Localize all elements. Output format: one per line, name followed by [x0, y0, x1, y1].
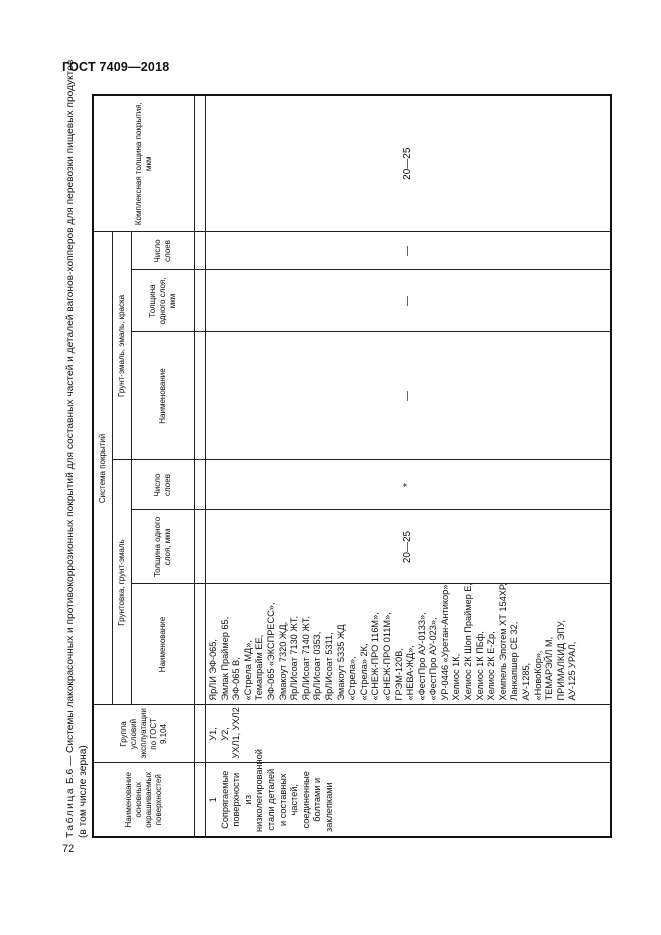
primer-item: ЯрЛИсоат 0353,: [312, 631, 323, 701]
group-cell: [206, 705, 612, 763]
primer-layers-cell: *: [206, 460, 612, 510]
table-caption: [64, 58, 90, 838]
primer-item: ЭФ-065 «ЭКСПРЕСС»,: [265, 602, 276, 701]
header-group: Группа условий эксплуатации по ГОСТ 9.104: [93, 705, 195, 763]
header-topcoat-thickness: Толщина одного слоя, мкм: [132, 270, 195, 332]
topcoat-thickness-cell: —: [206, 270, 612, 332]
spacer-cell: [195, 270, 206, 332]
primer-item: Темапрайм ЕЕ,: [254, 634, 265, 701]
spacer-cell: [195, 510, 206, 584]
primer-item: «Стрела» 2К,: [358, 643, 369, 701]
group-line: УХЛ1, УХЛ2: [231, 707, 242, 759]
primer-item: «СНЕЖ-ПРО 116М»,: [370, 612, 381, 701]
primer-item: «НЕВА-ЖД»,: [405, 645, 416, 701]
spacer-cell: [195, 584, 206, 705]
primer-item: АУ-1285,: [521, 662, 532, 701]
spacer-cell: [195, 763, 206, 837]
caption-text: Б.6 — Системы лакокрасочных и противокоррозионных покрытий для составных частей и деталей вагонов-хопперов для перевозки пищевых продуктов (в том числе зерна): [65, 59, 89, 838]
primer-item: «Стрела МД»,: [242, 640, 253, 701]
header-topcoat-name: Наименование: [132, 332, 195, 460]
primer-item: «ФестПро АУ-023»,: [428, 617, 439, 701]
primer-item: ЯрЛИ ЭФ-065,: [208, 639, 218, 701]
primer-item: Ланкапшер CE 32,: [509, 621, 520, 701]
primer-item: АУ-125 УРАЛ,: [567, 641, 578, 701]
header-topcoat-group: Грунт-эмаль, эмаль, краска: [113, 232, 132, 460]
primer-item: Эмлак Праймер 65,: [219, 616, 230, 701]
spacer-cell: [195, 95, 206, 232]
primer-item: ЯрЛИсоат 7130 ЖТ,: [289, 615, 300, 701]
primer-item: УР-0446 «Уретан-Антикор»,: [439, 582, 450, 701]
topcoat-name-cell: —: [206, 332, 612, 460]
rotated-page-content: [62, 58, 607, 838]
primer-item: ГРЭМ-120В,: [393, 648, 404, 701]
header-surfaces: Наименование основных окрашиваемых поверхностей: [93, 763, 195, 837]
header-primer-name: Наименование: [132, 584, 195, 705]
primer-item: «НовоКор»,: [532, 650, 543, 701]
surface-cell: 1 Сопрягаемые поверхности из низколегированной стали деталей и составных частей, соединенные болтами и заклепками: [206, 763, 612, 837]
spacer-cell: [195, 460, 206, 510]
caption-label: Таблица: [65, 786, 76, 838]
document-header: ГОСТ 7409—2018: [62, 60, 170, 74]
primer-item: Хемпель Эпотем ХТ 154ХР,: [497, 583, 508, 701]
topcoat-layers-cell: —: [206, 232, 612, 270]
primer-item: ЯрЛИсоат 5311,: [323, 632, 334, 701]
primer-thickness-cell: 20—25: [206, 510, 612, 584]
page-number: 72: [62, 843, 75, 855]
header-primer-group: Грунтовка, грунт-эмаль: [113, 460, 132, 705]
spacer-cell: [195, 232, 206, 270]
header-total-thickness: Комплексная толщина покрытия, мкм: [93, 95, 195, 232]
group-line: У1,: [208, 727, 218, 741]
coating-systems-table: [92, 94, 612, 838]
primer-item: Хелиос 1К ПБф,: [474, 631, 485, 701]
header-system: Система покрытий: [93, 232, 113, 705]
primer-item: Эмакоут 5335 ЖД: [335, 624, 346, 701]
primer-item: «ФестПро АУ-0133»,: [416, 612, 427, 701]
primer-item: ТЕМАРЭЙЛ М,: [544, 636, 555, 701]
primer-item: ЭФ-065 В,: [231, 657, 242, 701]
header-topcoat-layers: Число слоев: [132, 232, 195, 270]
primer-item: Хелиос 2К Шоп Праймер Е,: [463, 583, 474, 701]
primer-item: «Стрела»,: [347, 656, 358, 701]
spacer-cell: [195, 332, 206, 460]
primer-item: Хелиос 1К,: [451, 653, 462, 701]
primer-item: ПРИМАЛКИД ЭПУ,: [555, 620, 566, 701]
primer-item: «СНЕЖ-ПРО 011М»,: [381, 612, 392, 701]
primer-item: ЯрЛИсоат 7140 ЖТ,: [300, 615, 311, 701]
header-primer-thickness: Толщина одного слоя, мкм: [132, 510, 195, 584]
primer-item: Эмакоут 7320 ЖД,: [277, 621, 288, 701]
table-row: [206, 95, 612, 837]
total-thickness-cell: 20—25: [206, 95, 612, 232]
group-line: У2,: [219, 727, 230, 741]
header-primer-layers: Число слоев: [132, 460, 195, 510]
primer-list-cell: [206, 584, 612, 705]
spacer-cell: [195, 705, 206, 763]
primer-item: Хелиос 2К E-Zp,: [486, 631, 497, 701]
